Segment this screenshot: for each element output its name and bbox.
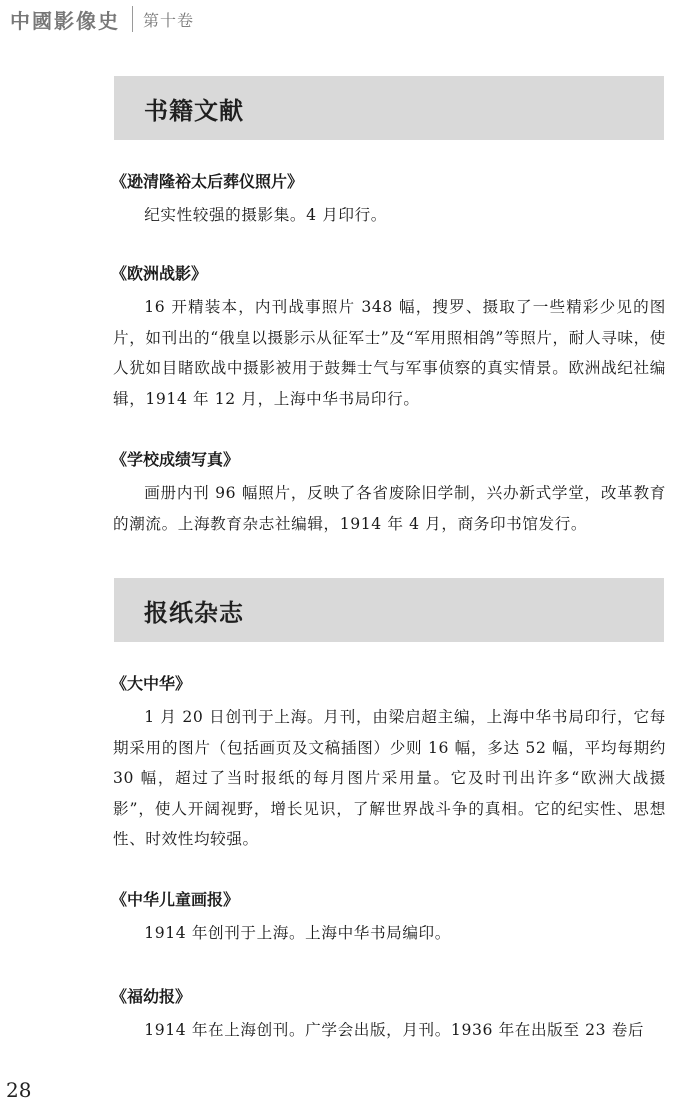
entry-body: 16 开精装本，内刊战事照片 348 幅，搜罗、摄取了一些精彩少见的图片，如刊出的“俄皇以摄影示从征军士”及“军用照相鸽”等照片，耐人寻味，使人犹如目睹欧战中摄影被用于鼓舞士气与军事侦察的真实情景。欧洲战纪社编辑，1914 年 12 月，上海中华书局印行。	[113, 298, 666, 408]
section-heading-label: 报纸杂志	[144, 597, 244, 627]
entry-title: 《福幼报》	[111, 987, 192, 1006]
entry-fuyou-bao	[113, 986, 666, 1046]
header-divider	[132, 6, 133, 32]
entry-body: 1914 年创刊于上海。上海中华书局编印。	[144, 924, 451, 942]
section-heading-label: 书籍文献	[144, 95, 244, 125]
volume-label: 第十卷	[143, 10, 195, 30]
entry-da-zhonghua	[113, 673, 666, 855]
entry-school-photos	[113, 449, 666, 539]
entry-title: 《欧洲战影》	[111, 264, 208, 283]
entry-title: 《逊清隆裕太后葬仪照片》	[111, 172, 304, 191]
entry-european-war-images	[113, 263, 666, 414]
entry-body: 1914 年在上海创刊。广学会出版，月刊。1936 年在出版至 23 卷后	[144, 1021, 645, 1039]
entry-children-pictorial	[113, 889, 666, 949]
entry-body: 纪实性较强的摄影集。4 月印行。	[144, 206, 387, 224]
book-title: 中國影像史	[10, 8, 120, 33]
entry-funeral-photos	[113, 171, 666, 231]
page-number: 28	[6, 1078, 32, 1102]
entry-title: 《学校成绩写真》	[111, 450, 240, 469]
section-heading-periodicals	[114, 578, 664, 642]
running-head	[10, 4, 194, 34]
entry-title: 《大中华》	[111, 674, 192, 693]
section-heading-books	[114, 76, 664, 140]
entry-title: 《中华儿童画报》	[111, 890, 240, 909]
entry-body: 1 月 20 日创刊于上海。月刊，由梁启超主编，上海中华书局印行，它每期采用的图片（包括画页及文稿插图）少则 16 幅，多达 52 幅，平均每期约 30 幅，超过了当时报纸的每月图片采用量。它及时刊出许多“欧洲大战摄影”，使人开阔视野，增长见识，了解世界战斗争的真相。它的纪实性、思想性、时效性均较强。	[113, 708, 666, 848]
entry-body: 画册内刊 96 幅照片，反映了各省废除旧学制，兴办新式学堂，改革教育的潮流。上海教育杂志社编辑，1914 年 4 月，商务印书馆发行。	[113, 484, 666, 533]
